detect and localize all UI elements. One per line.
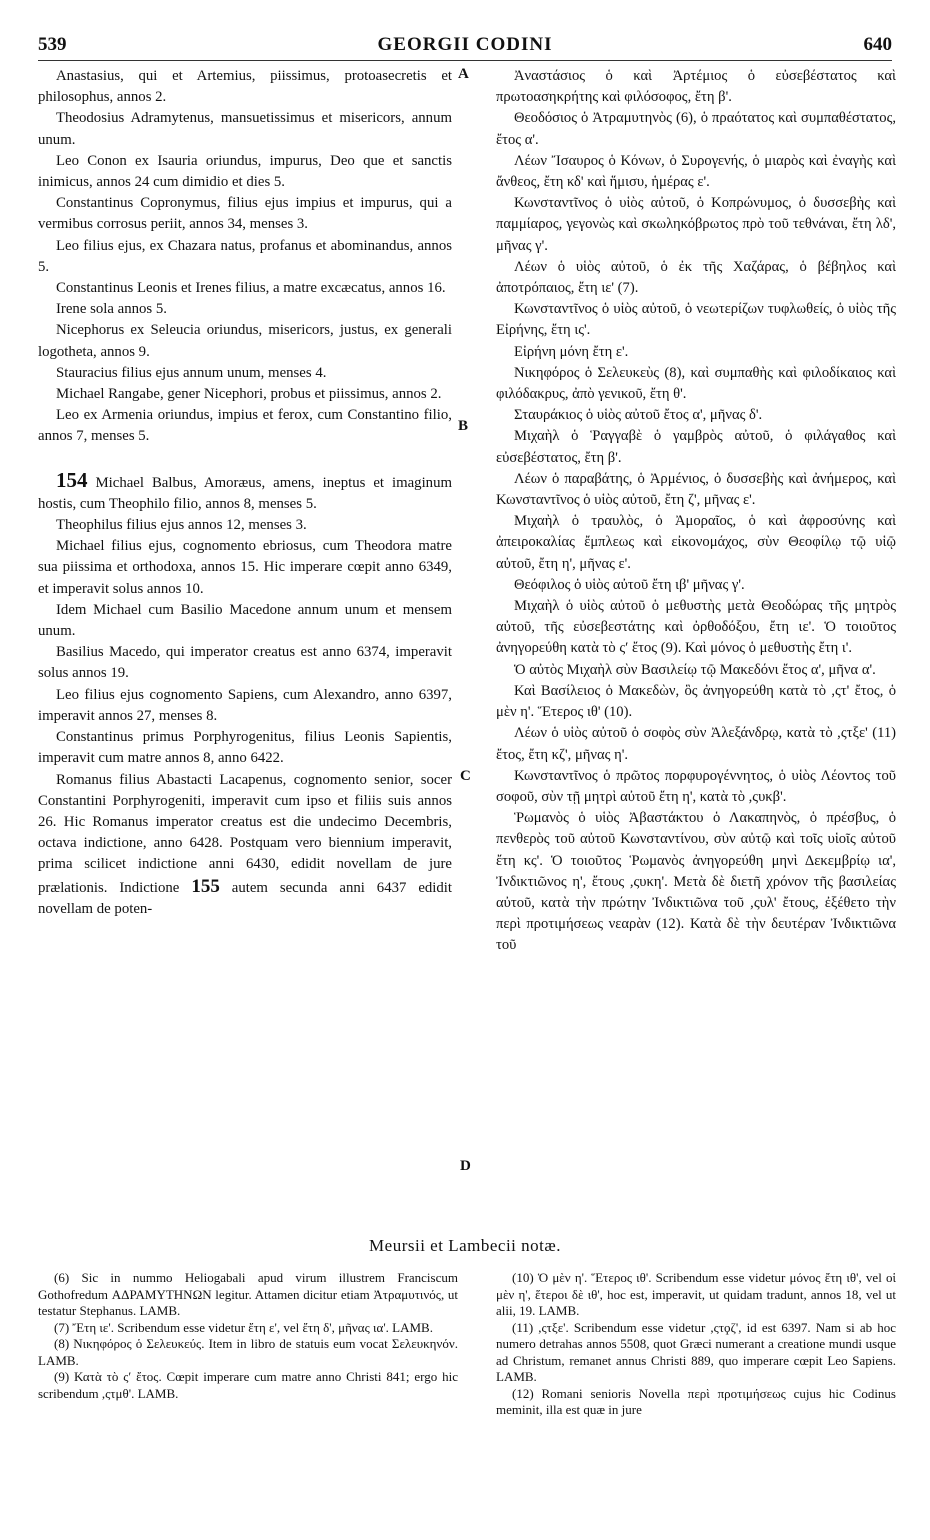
greek-paragraph: Λέων ὁ υἱὸς αὐτοῦ ὁ σοφὸς σὺν Ἀλεξάνδρῳ, κατὰ τὸ ,ςτξε' (11) ἔτος, ἔτη κζ', μῆνας η'. bbox=[496, 725, 896, 763]
latin-paragraph: Anastasius, qui et Artemius, piissimus, protoasecretis et philosophus, annos 2. bbox=[38, 68, 452, 106]
running-header bbox=[38, 34, 892, 61]
greek-paragraph: Μιχαὴλ ὁ υἱὸς αὐτοῦ ὁ μεθυστὴς μετὰ Θεοδώρας τῆς μητρὸς αὐτοῦ, τῆς εὐσεβεστάτης καὶ ὀρθοδόξου, ἔτη ιε'. Ὁ τοιοῦτος ἀνηγορεύθη κατὰ τὸ ςʹ ἔτος (9). Καὶ μόνος ὁ μεθυστὴς ἔτη ι'. bbox=[496, 598, 896, 657]
latin-paragraph: Leo filius ejus cognomento Sapiens, cum Alexandro, anno 6397, imperavit annos 27, menses 8. bbox=[38, 686, 452, 724]
latin-paragraph: Idem Michael cum Basilio Macedone annum unum et mensem unum. bbox=[38, 601, 452, 640]
latin-paragraph: Constantinus Copronymus, filius ejus impius et impurus, qui a vermibus corrosus periit, annos 34, menses 3. bbox=[38, 195, 452, 233]
latin-paragraph: Constantinus Leonis et Irenes filius, a matre excæcatus, annos 16. bbox=[56, 280, 446, 297]
greek-paragraph: Λέων ὁ υἱὸς αὐτοῦ, ὁ ἐκ τῆς Χαζάρας, ὁ βέβηλος καὶ ἀποτρόπαιος, ἔτη ιε' (7). bbox=[496, 258, 896, 297]
margin-marker-c: C bbox=[460, 768, 471, 784]
latin-paragraph-text: Romanus filius Abastacti Lacapenus, cognomento senior, socer Constantini Porphyrogeniti, imperavit cum ipso et filiis suis annos 26. Hic Romanus imperator creatus est die undecimo Decembris, octava indictione, anno 6428. Postquam vero biennium imperavit, prima scilicet indictione anni 6430, edidit novellam de jure prælationis. Indictione bbox=[38, 771, 452, 896]
greek-paragraph: Λέων ὁ παραβάτης, ὁ Ἀρμένιος, ὁ δυσσεβὴς καὶ ἀνήμερος, καὶ Κωνσταντῖνος ὁ υἱὸς αὐτοῦ, ἔτη ζ', μῆνας ε'. bbox=[496, 470, 896, 509]
latin-paragraph-tail: autem secunda anni 6437 edidit novellam de poten- bbox=[38, 879, 453, 917]
footnote: (8) Νικηφόρος ὁ Σελευκεύς. Item in libro de statuis eum vocat Σελευκηνόν. LAMB. bbox=[38, 1336, 458, 1368]
section-number: 154 bbox=[56, 467, 88, 492]
footnote: (11) ,ςτξε'. Scribendum esse videtur ,ςτϙζ', id est 6397. Nam si ab hoc numero detrahas annos 5508, quot Græci numerant a creatione mundi usque ad Christum, remanet annus Christi 889, quo imperare cœpit Leo Sapiens. LAMB. bbox=[496, 1319, 896, 1384]
latin-paragraph: Theophilus filius ejus annos 12, menses 3. bbox=[56, 517, 307, 534]
greek-column bbox=[496, 66, 896, 957]
greek-paragraph: Κωνσταντῖνος ὁ υἱὸς αὐτοῦ, ὁ Κοπρώνυμος, ὁ δυσσεβὴς καὶ παμμίαρος, γεγονὼς καὶ σκωληκόβρωτος πρὸ τοῦ τεθνάναι, ἔτη λδ', μῆνας γ'. bbox=[496, 195, 896, 254]
margin-marker-d: D bbox=[460, 1158, 471, 1174]
footnote: (7) Ἔτη ιε'. Scribendum esse videtur ἔτη ε', vel ἔτη δ', μῆνας ια'. LAMB. bbox=[54, 1319, 433, 1335]
latin-last-paragraph bbox=[38, 770, 452, 920]
greek-paragraph: Κωνσταντῖνος ὁ υἱὸς αὐτοῦ, ὁ νεωτερίζων τυφλωθείς, ὁ υἱὸς τῆς Εἰρήνης, ἔτη ις'. bbox=[496, 301, 896, 339]
notes-heading: Meursii et Lambecii notæ. bbox=[369, 1236, 561, 1255]
latin-paragraph: Michael filius ejus, cognomento ebriosus, cum Theodora matre sua piissima et orthodoxa, annos 15. Hic imperare cœpit anno 6349, et imperavit solus annos 10. bbox=[38, 538, 452, 597]
latin-section-paragraph bbox=[38, 467, 452, 515]
margin-marker-a: A bbox=[458, 66, 469, 82]
greek-paragraph: Λέων Ἴσαυρος ὁ Κόνων, ὁ Συρογενής, ὁ μιαρὸς καὶ ἐναγὴς καὶ ἄνθεος, ἔτη κδ' καὶ ἥμισυ, ἡμέρας ε'. bbox=[496, 152, 896, 191]
latin-paragraph-text: Michael Balbus, Amoræus, amens, ineptus et imaginum hostis, cum Theophilo filio, annos 8, menses 5. bbox=[38, 474, 452, 512]
latin-paragraph: Irene sola annos 5. bbox=[56, 301, 167, 318]
latin-paragraph: Basilius Macedo, qui imperator creatus est anno 6374, imperavit solus annos 19. bbox=[38, 644, 452, 682]
greek-paragraph: Θεοδόσιος ὁ Ἀτραμυτηνὸς (6), ὁ πραότατος καὶ συμπαθέστατος, ἔτος α'. bbox=[496, 110, 896, 148]
latin-paragraph: Leo ex Armenia oriundus, impius et ferox, cum Constantino filio, annos 7, menses 5. bbox=[38, 407, 452, 445]
greek-paragraph: Νικηφόρος ὁ Σελευκεὺς (8), καὶ συμπαθὴς καὶ φιλοδίκαιος καὶ φιλόδακρυς, ἀπὸ γενικοῦ, ἔτη θ'. bbox=[496, 364, 896, 403]
greek-paragraph: Καὶ Βασίλειος ὁ Μακεδὼν, ὃς ἀνηγορεύθη κατὰ τὸ ,ςτ' ἔτος, ὁ μὲν η'. Ἕτερος ιθ' (10). bbox=[496, 682, 896, 721]
margin-marker-b: B bbox=[458, 418, 469, 434]
latin-paragraph: Nicephorus ex Seleucia oriundus, misericors, justus, ex generali logotheta, annos 9. bbox=[38, 322, 452, 360]
greek-paragraph: Κωνσταντῖνος ὁ πρῶτος πορφυρογέννητος, ὁ υἱὸς Λέοντος τοῦ σοφοῦ, σὺν τῇ μητρὶ αὐτοῦ ἔτη η', κατὰ τὸ ,ςυκβ'. bbox=[496, 767, 896, 805]
footnote: (6) Sic in nummo Heliogabali apud virum illustrem Franciscum Gothofredum ΑΔΡΑΜΥΤΗΝΩΝ legitur. Attamen dicitur etiam Ἀτραμυτινός, ut testatur Stephanus. LAMB. bbox=[38, 1270, 458, 1318]
greek-paragraph: Εἰρήνη μόνη ἔτη ε'. bbox=[514, 343, 629, 360]
footnote: (10) Ὁ μὲν η'. Ἕτερος ιθ'. Scribendum esse videtur μόνος ἔτη ιθ', vel οἱ μὲν η', ἕτεροι δὲ ιθ', hoc est, imperavit, ut quidam tradunt, annos 18, vel ut alii, 19. LAMB. bbox=[496, 1270, 896, 1318]
greek-paragraph: Μιχαὴλ ὁ Ῥαγγαβὲ ὁ γαμβρὸς αὐτοῦ, ὁ φιλάγαθος καὶ εὐσεβέστατος, ἔτη β'. bbox=[496, 428, 896, 466]
greek-paragraph: Ἀναστάσιος ὁ καὶ Ἀρτέμιος ὁ εὐσεβέστατος καὶ πρωτοασηκρήτης καὶ φιλόσοφος, ἔτη β'. bbox=[496, 68, 896, 106]
latin-paragraph: Theodosius Adramytenus, mansuetissimus et misericors, annum unum. bbox=[38, 110, 452, 148]
latin-paragraph: Leo Conon ex Isauria oriundus, impurus, Deo que et sanctis inimicus, annos 24 cum dimidio et dies 5. bbox=[38, 152, 452, 191]
latin-paragraph: Leo filius ejus, ex Chazara natus, profanus et abominandus, annos 5. bbox=[38, 237, 452, 275]
right-page-number: 640 bbox=[863, 34, 892, 55]
left-page-number: 539 bbox=[38, 34, 67, 55]
footnote: (12) Romani senioris Novella περὶ προτιμήσεως cujus hic Codinus meminit, illa est quæ in jure bbox=[496, 1385, 896, 1417]
notes-right-column bbox=[496, 1270, 896, 1419]
greek-paragraph: Σταυράκιος ὁ υἱὸς αὐτοῦ ἔτος α', μῆνας δ'. bbox=[514, 407, 763, 424]
greek-paragraph: Ῥωμανὸς ὁ υἱὸς Ἀβαστάκτου ὁ Λακαπηνὸς, ὁ πρέσβυς, ὁ πενθερὸς τοῦ αὐτοῦ Κωνσταντίνου, σὺν αὐτῷ καὶ τοῖς υἱοῖς αὐτοῦ ἔτη κς'. Ὁ τοιοῦτος Ῥωμανὸς ἀνηγορεύθη μηνὶ Δεκεμβρίῳ ια', Ἰνδικτιῶνος η', ἔτους ,ςυκη'. Μετὰ δὲ διετῆ χρόνον τῆς βασιλείας αὐτοῦ, κατὰ τὴν πρώτην Ἰνδικτιῶνα τοῦ ,ςυλ' ἔτους, ἐξέθετο τὴν περὶ προτιμήσεως νεαρὰν (12). Κατὰ δὲ τὴν δευτέραν Ἰνδικτιῶνα τοῦ bbox=[496, 810, 896, 954]
greek-paragraph: Θεόφιλος ὁ υἱὸς αὐτοῦ ἔτη ιβ' μῆνας γ'. bbox=[514, 576, 745, 593]
latin-column bbox=[38, 66, 452, 920]
notes-left-column bbox=[38, 1270, 458, 1402]
footnote: (9) Κατὰ τὸ ςʹ ἔτος. Cœpit imperare cum matre anno Christi 841; ergo hic scribendum ,ςτμθ'. LAMB. bbox=[38, 1369, 458, 1401]
latin-paragraph: Stauracius filius ejus annum unum, menses 4. bbox=[56, 364, 327, 381]
latin-paragraph: Constantinus primus Porphyrogenitus, filius Leonis Sapientis, imperavit cum matre annos 8, anno 6422. bbox=[38, 729, 452, 767]
section-number-inline: 155 bbox=[191, 875, 220, 897]
greek-paragraph: Μιχαὴλ ὁ τραυλὸς, ὁ Ἀμοραῖος, ὁ καὶ ἀφροσύνης καὶ ἀπειροκαλίας ἔμπλεως καὶ εἰκονομάχος, σὺν Θεοφίλῳ τῷ υἱῷ αὐτοῦ, ἔτη η', μῆνας ε'. bbox=[496, 513, 896, 572]
running-title: GEORGII CODINI bbox=[377, 34, 553, 55]
greek-paragraph: Ὁ αὐτὸς Μιχαὴλ σὺν Βασιλείῳ τῷ Μακεδόνι ἔτος α', μῆνα α'. bbox=[514, 661, 876, 678]
latin-paragraph: Michael Rangabe, gener Nicephori, probus et piissimus, annos 2. bbox=[56, 386, 442, 403]
